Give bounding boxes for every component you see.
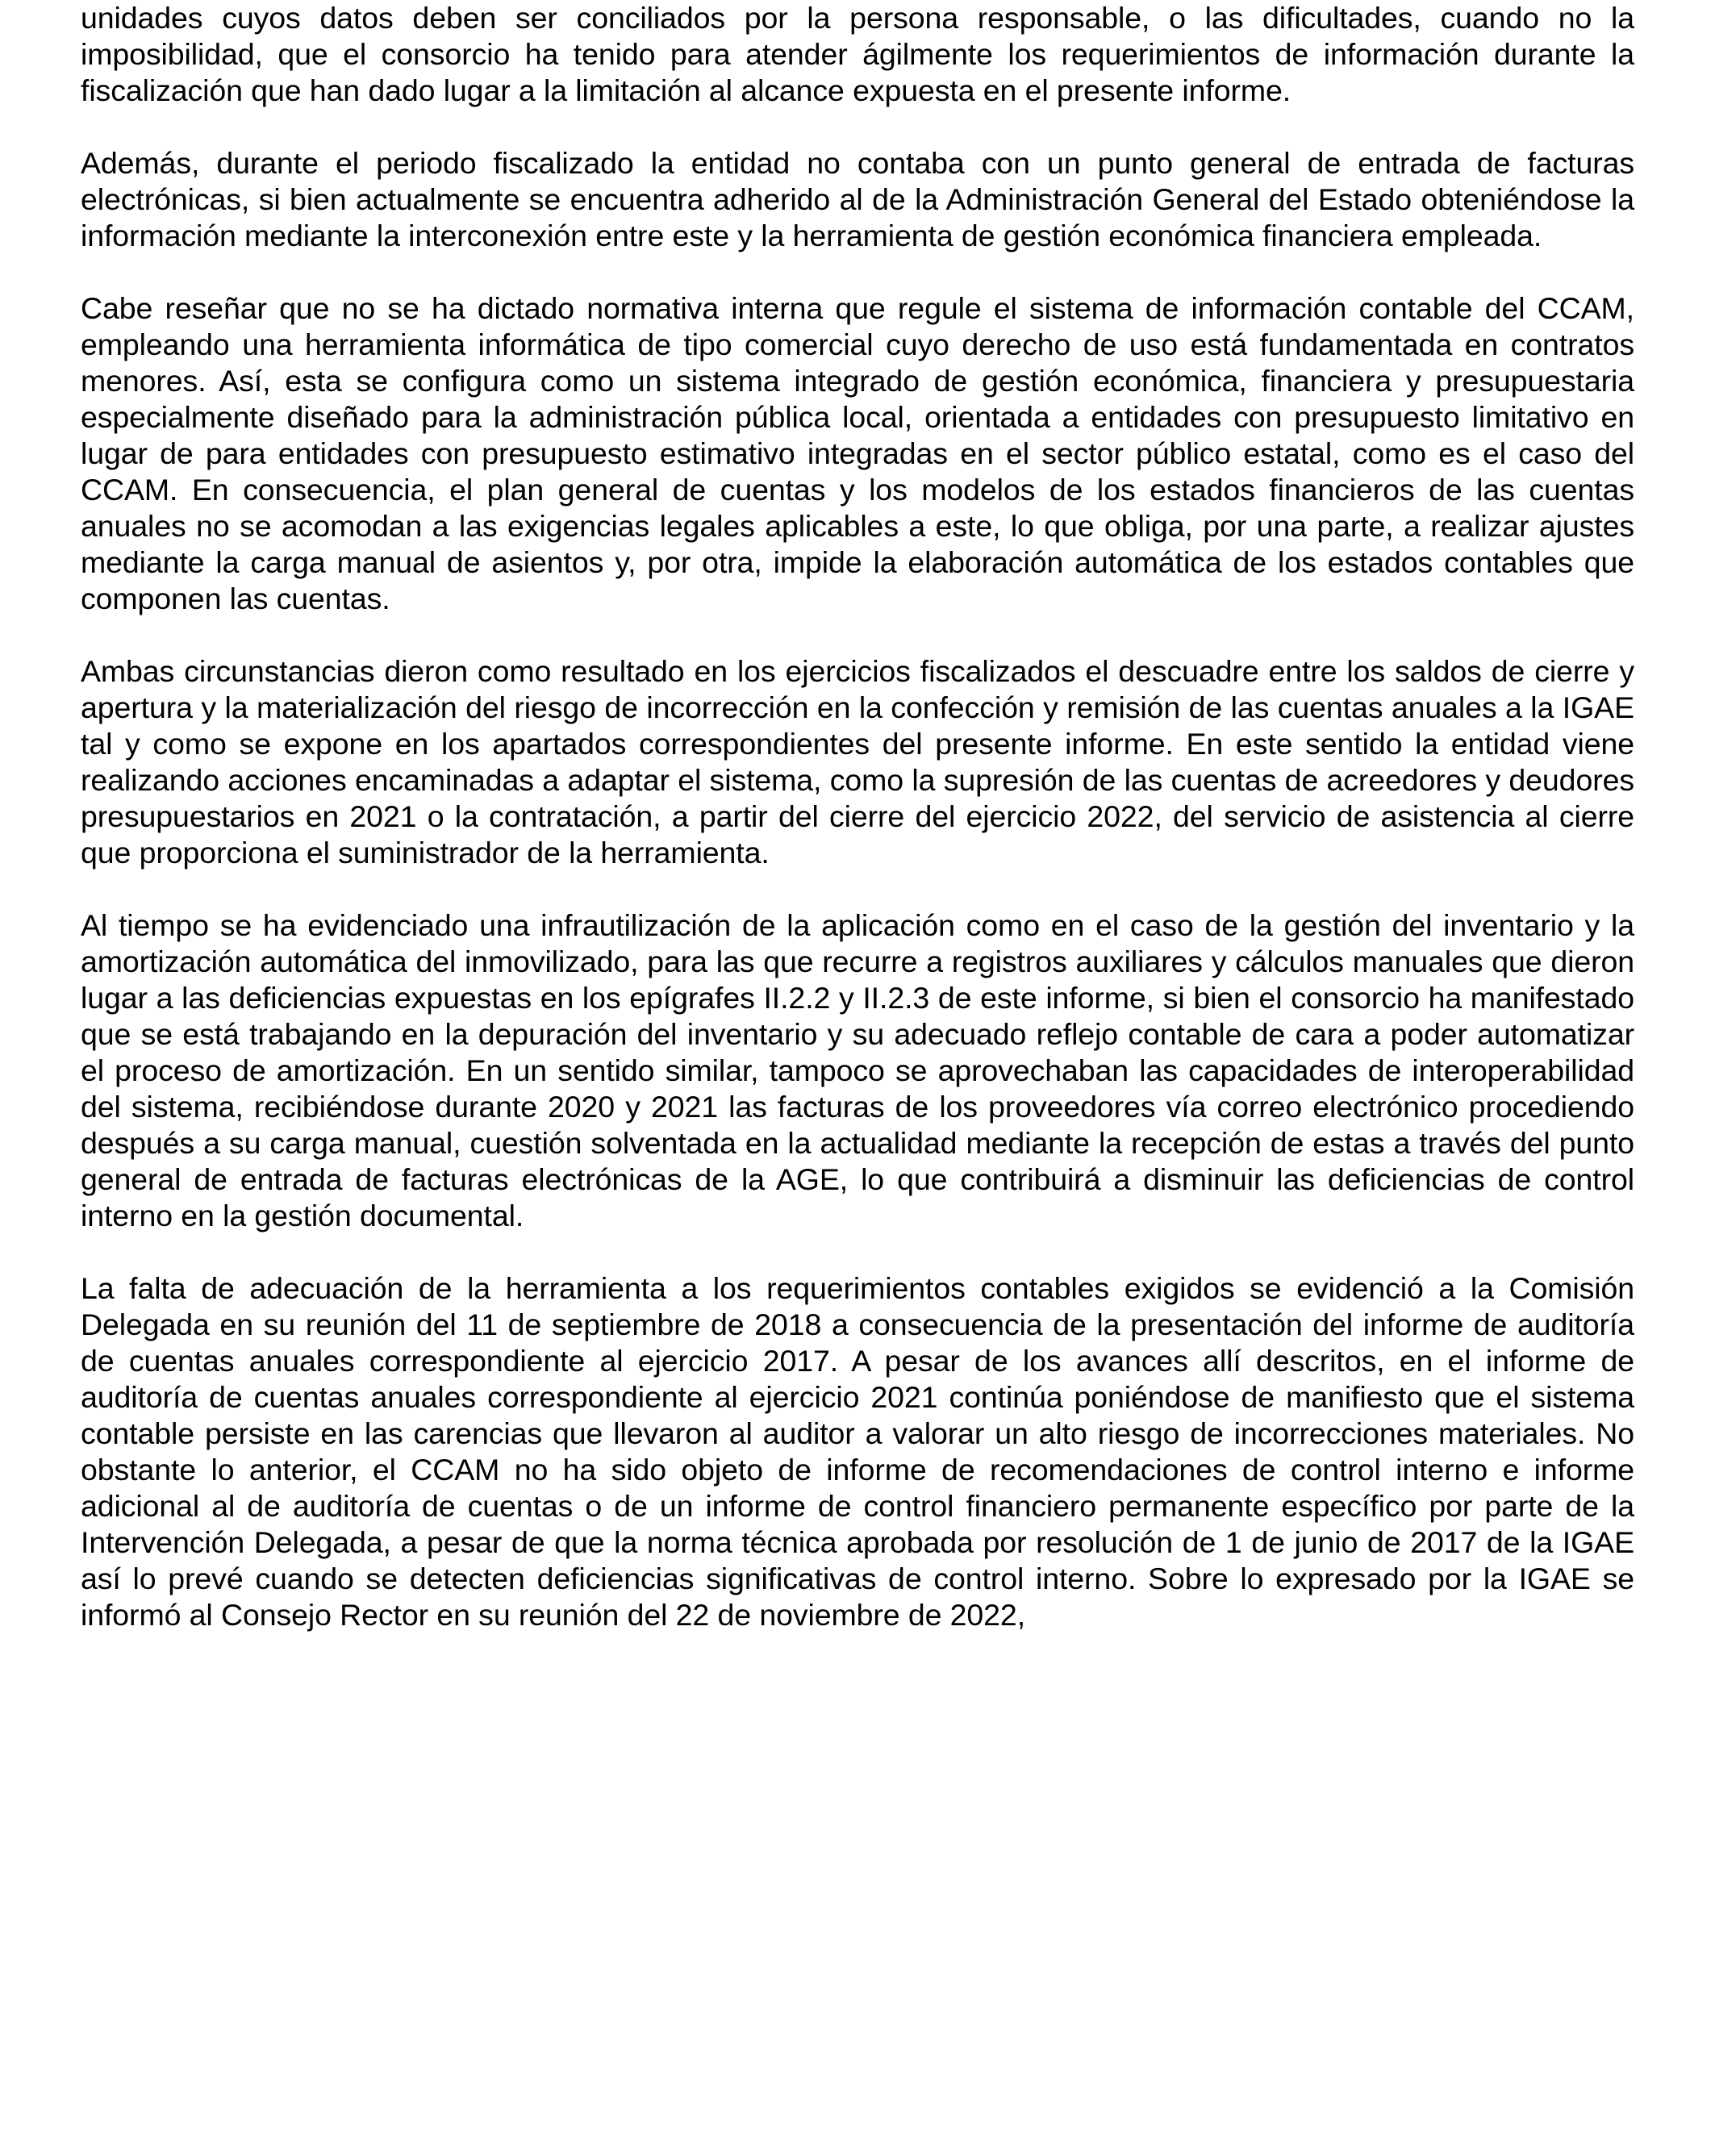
body-paragraph: Ambas circunstancias dieron como resultado en los ejercicios fiscalizados el descuadre entre los saldos de cierre y apertura y la materialización del riesgo de incorrección en la confección y remisión de las cuentas anuales a la IGAE tal y como se expone en los apartados correspondientes del presente informe. En este sentido la entidad viene realizando acciones encaminadas a adaptar el sistema, como la supresión de las cuentas de acreedores y deudores presupuestarios en 2021 o la contratación, a partir del cierre del ejercicio 2022, del servicio de asistencia al cierre que proporciona el suministrador de la herramienta. (81, 654, 1634, 869)
body-paragraph: La falta de adecuación de la herramienta a los requerimientos contables exigidos se evidenció a la Comisión Delegada en su reunión del 11 de septiembre de 2018 a consecuencia de la presentación del informe de auditoría de cuentas anuales correspondiente al ejercicio 2017. A pesar de los avances allí descritos, en el informe de auditoría de cuentas anuales correspondiente al ejercicio 2021 continúa poniéndose de manifiesto que el sistema contable persiste en las carencias que llevaron al auditor a valorar un alto riesgo de incorrecciones materiales. No obstante lo anterior, el CCAM no ha sido objeto de informe de recomendaciones de control interno e informe adicional al de auditoría de cuentas o de un informe de control financiero permanente específico por parte de la Intervención Delegada, a pesar de que la norma técnica aprobada por resolución de 1 de junio de 2017 de la IGAE así lo prevé cuando se detecten deficiencias significativas de control interno. Sobre lo expresado por la IGAE se informó al Consejo Rector en su reunión del 22 de noviembre de 2022, (81, 1271, 1634, 1632)
body-paragraph: unidades cuyos datos deben ser conciliados por la persona responsable, o las dificultades, cuando no la imposibilidad, que el consorcio ha tenido para atender ágilmente los requerimientos de información durante la fiscalización que han dado lugar a la limitación al alcance expuesta en el presente informe. (81, 1, 1634, 107)
body-text-column (81, 0, 1634, 1633)
body-paragraph: Cabe reseñar que no se ha dictado normativa interna que regule el sistema de información contable del CCAM, empleando una herramienta informática de tipo comercial cuyo derecho de uso está fundamentada en contratos menores. Así, esta se configura como un sistema integrado de gestión económica, financiera y presupuestaria especialmente diseñado para la administración pública local, orientada a entidades con presupuesto limitativo en lugar de para entidades con presupuesto estimativo integradas en el sector público estatal, como es el caso del CCAM. En consecuencia, el plan general de cuentas y los modelos de los estados financieros de las cuentas anuales no se acomodan a las exigencias legales aplicables a este, lo que obliga, por una parte, a realizar ajustes mediante la carga manual de asientos y, por otra, impide la elaboración automática de los estados contables que componen las cuentas. (81, 291, 1634, 615)
body-paragraph: Al tiempo se ha evidenciado una infrautilización de la aplicación como en el caso de la gestión del inventario y la amortización automática del inmovilizado, para las que recurre a registros auxiliares y cálculos manuales que dieron lugar a las deficiencias expuestas en los epígrafes II.2.2 y II.2.3 de este informe, si bien el consorcio ha manifestado que se está trabajando en la depuración del inventario y su adecuado reflejo contable de cara a poder automatizar el proceso de amortización. En un sentido similar, tampoco se aprovechaban las capacidades de interoperabilidad del sistema, recibiéndose durante 2020 y 2021 las facturas de los proveedores vía correo electrónico procediendo después a su carga manual, cuestión solventada en la actualidad mediante la recepción de estas a través del punto general de entrada de facturas electrónicas de la AGE, lo que contribuirá a disminuir las deficiencias de control interno en la gestión documental. (81, 908, 1634, 1232)
body-paragraph: Además, durante el periodo fiscalizado la entidad no contaba con un punto general de entrada de facturas electrónicas, si bien actualmente se encuentra adherido al de la Administración General del Estado obteniéndose la información mediante la interconexión entre este y la herramienta de gestión económica financiera empleada. (81, 146, 1634, 252)
